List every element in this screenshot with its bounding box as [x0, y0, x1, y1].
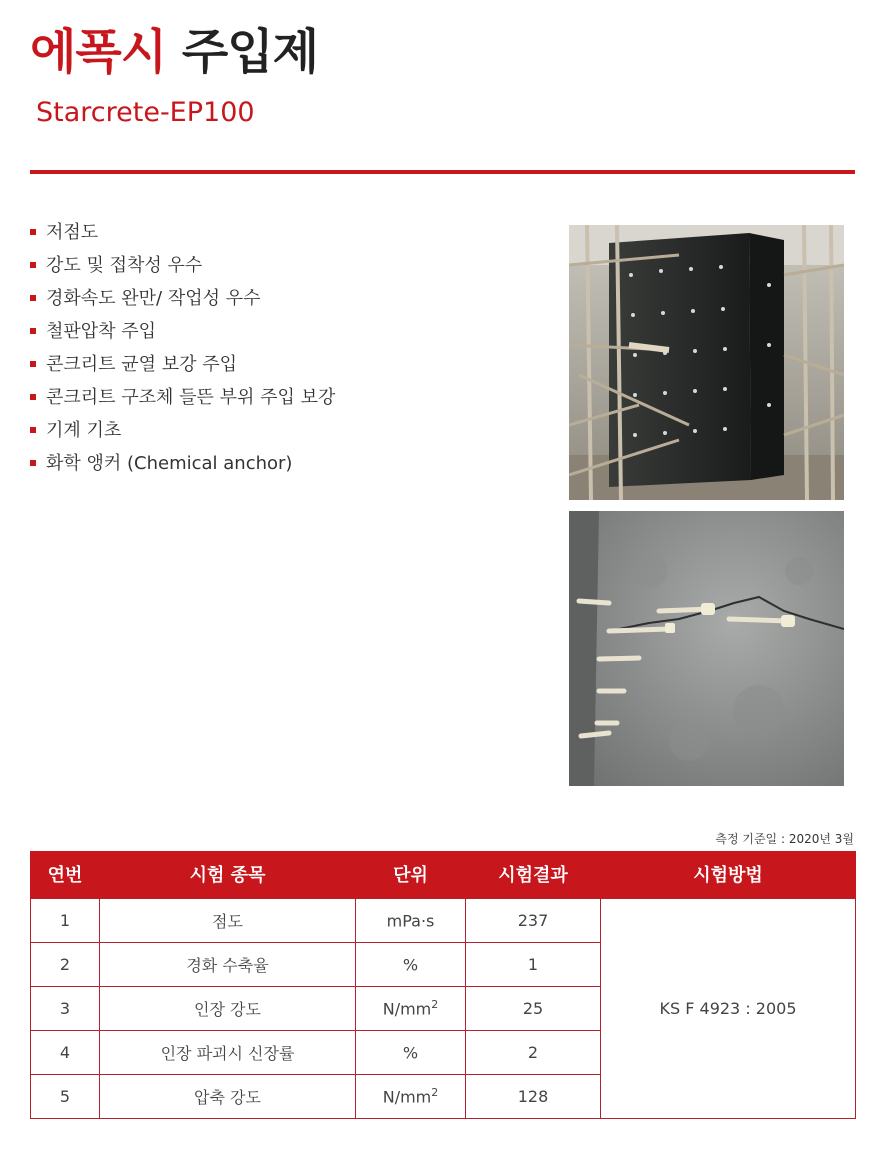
bullet-square-icon [30, 262, 36, 268]
title-accent: 에폭시 [30, 24, 167, 80]
cell-result: 2 [466, 1030, 601, 1074]
steel-plate-injection-photo [569, 225, 844, 500]
unit-superscript: 2 [431, 1085, 439, 1099]
cell-item: 점도 [100, 898, 356, 942]
cell-no: 1 [31, 898, 100, 942]
bullet-square-icon [30, 460, 36, 466]
title-divider [30, 170, 855, 174]
unit-text: % [402, 955, 419, 975]
cell-result: 128 [466, 1074, 601, 1118]
col-header-unit: 단위 [356, 851, 466, 898]
cell-unit [356, 1074, 466, 1118]
unit-text: N/mm [382, 1087, 432, 1107]
product-name: Starcrete-EP100 [36, 97, 255, 128]
unit-text: N/mm [382, 999, 432, 1019]
cell-result: 1 [466, 942, 601, 986]
bullet-square-icon [30, 427, 36, 433]
unit-text: mPa·s [386, 911, 435, 931]
bullet-square-icon [30, 229, 36, 235]
cell-result: 25 [466, 986, 601, 1030]
unit-text: % [402, 1043, 419, 1063]
table-row [31, 898, 856, 942]
bullet-square-icon [30, 394, 36, 400]
feature-item [30, 414, 335, 447]
spec-table [30, 851, 856, 1119]
cell-no: 3 [31, 986, 100, 1030]
feature-item [30, 381, 335, 414]
unit-superscript: 2 [431, 997, 439, 1011]
cell-item: 압축 강도 [100, 1074, 356, 1118]
title-rest: 주입제 [181, 24, 318, 80]
cell-unit [356, 1030, 466, 1074]
feature-item [30, 249, 335, 282]
page-title [30, 20, 318, 84]
feature-text: 경화속도 완만/ 작업성 우수 [46, 288, 261, 309]
cell-item: 경화 수축율 [100, 942, 356, 986]
cell-unit [356, 942, 466, 986]
feature-text: 화학 앵커 (Chemical anchor) [46, 453, 293, 474]
feature-text: 기계 기초 [46, 420, 122, 441]
cell-method: KS F 4923 : 2005 [601, 898, 856, 1118]
bullet-square-icon [30, 295, 36, 301]
cell-no: 2 [31, 942, 100, 986]
cell-result: 237 [466, 898, 601, 942]
col-header-no: 연번 [31, 851, 100, 898]
measure-date-note: 측정 기준일 : 2020년 3월 [715, 832, 854, 846]
bullet-square-icon [30, 361, 36, 367]
cell-item: 인장 파괴시 신장률 [100, 1030, 356, 1074]
feature-item [30, 315, 335, 348]
feature-item [30, 348, 335, 381]
cell-unit [356, 986, 466, 1030]
col-header-method: 시험방법 [601, 851, 856, 898]
cell-unit [356, 898, 466, 942]
bullet-square-icon [30, 328, 36, 334]
col-header-result: 시험결과 [466, 851, 601, 898]
feature-item [30, 447, 335, 480]
feature-item [30, 216, 335, 249]
cell-item: 인장 강도 [100, 986, 356, 1030]
col-header-item: 시험 종목 [100, 851, 356, 898]
table-header-row [31, 851, 856, 898]
feature-text: 콘크리트 균열 보강 주입 [46, 354, 238, 375]
crack-injection-photo [569, 511, 844, 786]
feature-text: 철판압착 주입 [46, 321, 157, 342]
feature-text: 강도 및 접착성 우수 [46, 255, 203, 276]
cell-no: 5 [31, 1074, 100, 1118]
feature-text: 저점도 [46, 222, 99, 243]
feature-item [30, 282, 335, 315]
cell-no: 4 [31, 1030, 100, 1074]
feature-text: 콘크리트 구조체 들뜬 부위 주입 보강 [46, 387, 336, 408]
feature-list [30, 216, 335, 480]
